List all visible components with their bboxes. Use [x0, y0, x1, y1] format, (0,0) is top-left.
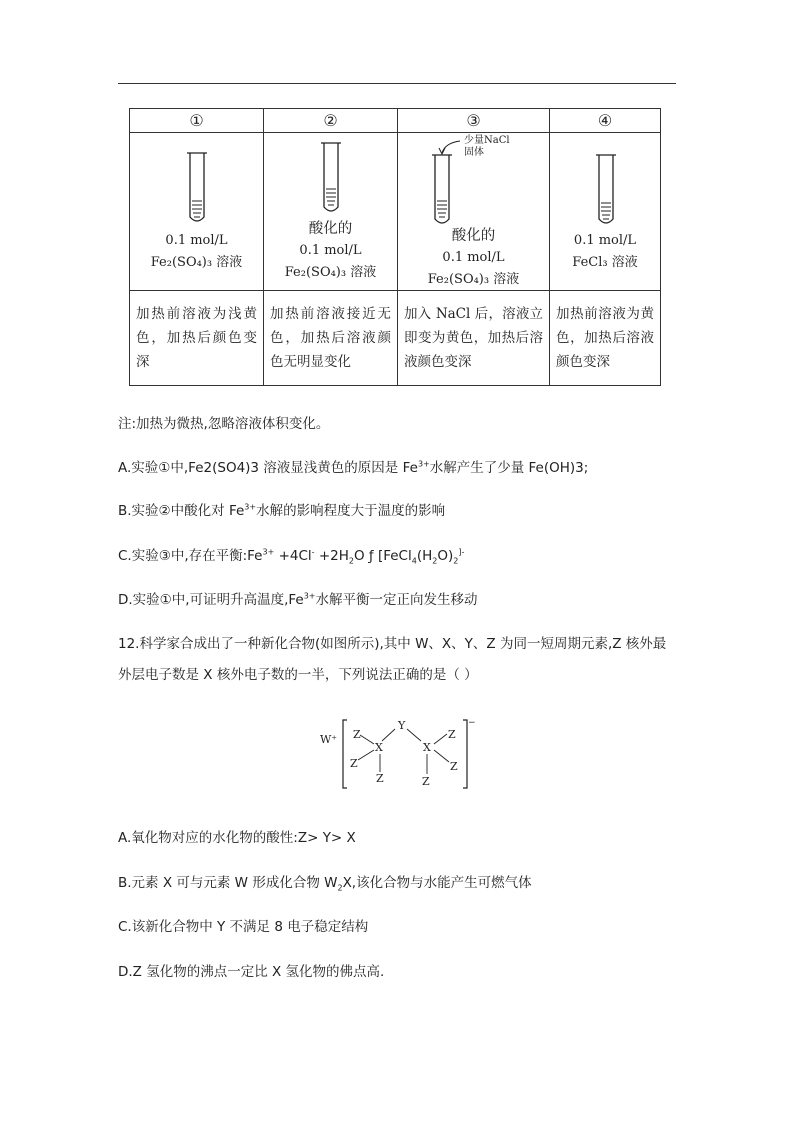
solution-label: Fe₂(SO₄)₃ 溶液: [427, 272, 520, 287]
tube-4-caption: [550, 230, 660, 274]
experiment-table: [129, 108, 661, 386]
q11-option-b: [118, 499, 445, 519]
atom-x-right: X: [423, 741, 431, 754]
nacl-label-line1: 少量NaCl: [464, 135, 510, 146]
nacl-label-line2: 固体: [464, 147, 484, 158]
subscript: 2: [337, 883, 343, 893]
w-cation-label: W⁺: [320, 733, 338, 746]
observation-1: 加热前溶液为浅黄色，加热后颜色变深: [130, 291, 264, 386]
solution-label: Fe₂(SO₄)₃ 溶液: [284, 265, 377, 280]
atom-z: Z: [422, 775, 430, 788]
charge: ]-: [458, 547, 465, 557]
atom-x-left: X: [375, 741, 383, 754]
text: 水解平衡一定正向发生移动: [315, 592, 478, 608]
q12-option-c: C.该新化合物中 Y 不满足 8 电子稳定结构: [118, 919, 369, 935]
charge: 3+: [244, 502, 257, 512]
charge: 3+: [303, 591, 316, 601]
q11-option-c: [118, 544, 464, 566]
text: +4Cl: [274, 548, 312, 564]
text: 水解产生了少量 Fe(OH)3;: [429, 460, 589, 476]
tube-3-caption: [398, 225, 549, 291]
concentration-label: 0.1 mol/L: [573, 233, 637, 248]
q11-option-d: [118, 588, 478, 608]
atom-z: Z: [448, 728, 456, 741]
header-2: ②: [264, 109, 398, 133]
text: O ƒ [FeCl: [354, 548, 412, 564]
text: +2H: [314, 548, 349, 564]
concentration-label: 0.1 mol/L: [442, 250, 505, 265]
tube-cell-2: [264, 133, 398, 291]
tube-2-caption: [264, 218, 397, 284]
tube-cell-4: [550, 133, 661, 291]
subscript: 2: [348, 556, 354, 566]
q12-stem-line1: 12.科学家合成出了一种新化合物(如图所示),其中 W、X、Y、Z 为同一短周期元素,Z 核外最: [118, 636, 667, 652]
subscript: 2: [432, 556, 438, 566]
text: A.实验①中,Fe2(SO4)3 溶液显浅黄色的原因是 Fe: [118, 460, 418, 476]
subscript: 4: [411, 556, 417, 566]
text: C.实验③中,存在平衡:Fe: [118, 548, 263, 564]
acidified-label: 酸化的: [308, 221, 353, 237]
observation-2: 加热前溶液接近无色，加热后溶液颜色无明显变化: [264, 291, 398, 386]
atom-z: Z: [450, 760, 458, 773]
tube-cell-1: [130, 133, 264, 291]
text: D.实验①中,可证明升高温度,Fe: [118, 592, 304, 608]
text: X,该化合物与水能产生可燃气体: [342, 875, 532, 891]
acidified-label: 酸化的: [451, 228, 496, 244]
header-1: ①: [130, 109, 264, 133]
solution-label: Fe₂(SO₄)₃ 溶液: [150, 255, 243, 270]
text: (H: [416, 548, 433, 564]
atom-z: Z: [353, 728, 361, 741]
concentration-label: 0.1 mol/L: [165, 233, 228, 248]
compound-structure-diagram: [310, 716, 485, 790]
q12-option-b: [118, 871, 532, 893]
text: O): [437, 548, 454, 564]
charge: 3+: [262, 547, 275, 557]
table-note: 注:加热为微热,忽略溶液体积变化。: [118, 416, 330, 432]
q12-stem-line2: 外层电子数是 X 核外电子数的一半，下列说法正确的是（ ）: [118, 667, 478, 683]
nacl-label: [464, 135, 510, 159]
charge: 3+: [417, 459, 430, 469]
solution-label: FeCl₃ 溶液: [572, 255, 638, 270]
tube-cell-3: [398, 133, 550, 291]
tube-1-caption: [130, 230, 263, 274]
charge: -: [311, 547, 315, 557]
text: B.元素 X 可与元素 W 形成化合物 W: [118, 875, 338, 891]
observation-3: 加入 NaCl 后，溶液立即变为黄色，加热后溶液颜色变深: [398, 291, 550, 386]
header-rule: [118, 83, 676, 84]
text: 水解的影响程度大于温度的影响: [256, 503, 446, 519]
header-4: ④: [550, 109, 661, 133]
observation-4: 加热前溶液为黄色，加热后溶液颜色变深: [550, 291, 661, 386]
q12-option-d: D.Z 氢化物的沸点一定比 X 氢化物的佛点高.: [118, 964, 385, 980]
atom-z: Z: [350, 757, 358, 770]
text: B.实验②中酸化对 Fe: [118, 503, 245, 519]
atom-z: Z: [376, 772, 384, 785]
subscript: 2: [453, 556, 459, 566]
atom-y: Y: [398, 719, 406, 732]
q11-option-a: [118, 456, 588, 476]
charge-label: −: [468, 718, 476, 728]
bond-lines: [358, 729, 449, 774]
q12-option-a: A.氧化物对应的水化物的酸性:Z> Y> X: [118, 830, 356, 846]
header-3: ③: [398, 109, 550, 133]
concentration-label: 0.1 mol/L: [299, 243, 362, 258]
